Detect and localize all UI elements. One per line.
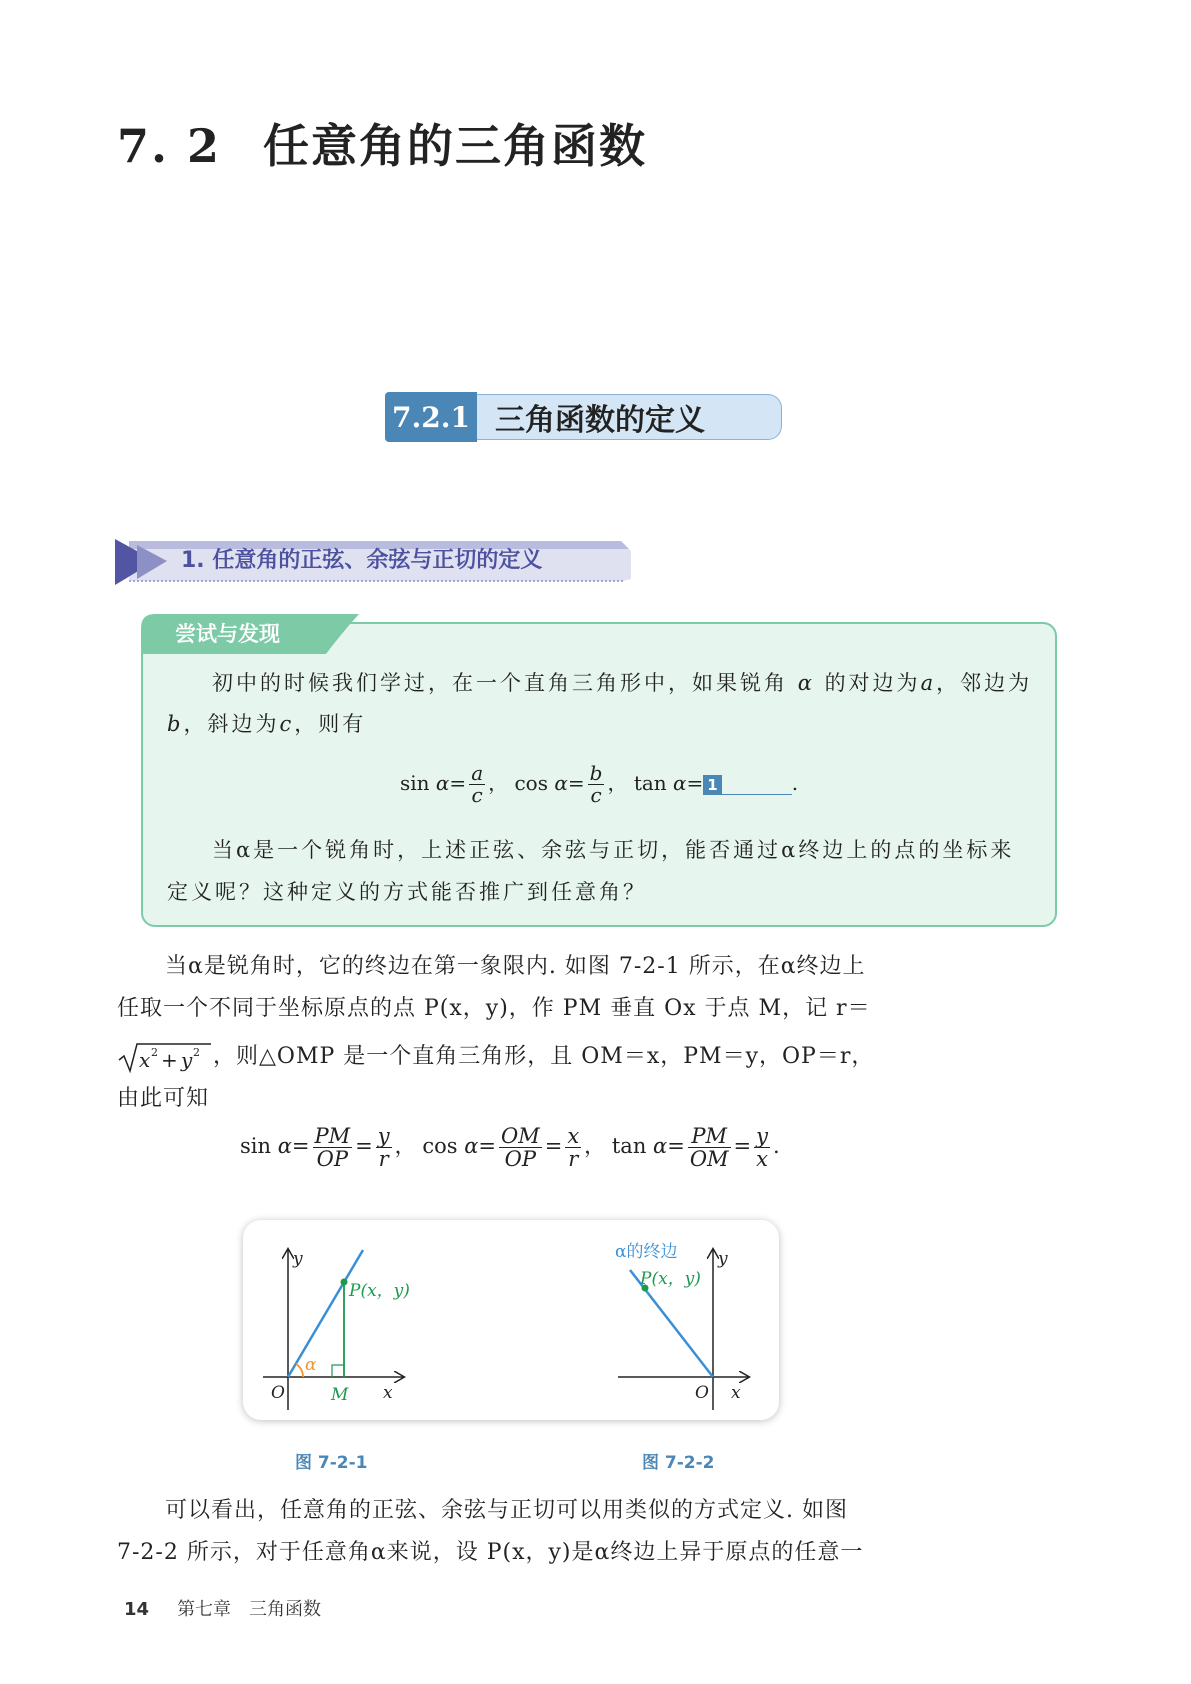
try-discover-tab <box>141 614 359 654</box>
section-header <box>385 392 788 442</box>
footer-chapter: 第七章 三角函数 <box>177 1599 322 1620</box>
blank-answer-line[interactable] <box>722 774 792 795</box>
formula-acute-definitions: sin α= $\frac{a}{c}$ ， cos α= $\frac{b}{c}$ ， tan α= 1 . <box>400 761 799 807</box>
right-angle-mark <box>332 1365 344 1377</box>
body-line-4: 由此可知 <box>117 1086 210 1111</box>
try-discover-label: 尝试与发现 <box>175 622 280 646</box>
label-m: M <box>331 1385 349 1405</box>
body-line-6: 7-2-2 所示，对于任意角α来说，设 P(x，y)是α终边上异于原点的任意一 <box>117 1540 864 1565</box>
svg-text:x: x <box>139 1048 152 1072</box>
try-para1-line1: 初中的时候我们学过，在一个直角三角形中，如果锐角 α 的对边为a，邻边为 <box>212 671 1033 695</box>
label-x: x <box>383 1383 393 1403</box>
subsection-title: 1. 任意角的正弦、余弦与正切的定义 <box>181 548 543 573</box>
label-alpha: α <box>305 1355 317 1375</box>
chapter-number: 7. 2 <box>117 119 222 173</box>
blank-number: 1 <box>703 775 721 795</box>
point-p <box>341 1279 348 1286</box>
label-x: x <box>731 1383 741 1403</box>
try-para1-line2: b，斜边为c，则有 <box>167 712 367 736</box>
figure-7-2-1 <box>263 1249 410 1410</box>
svg-text:+: + <box>161 1048 179 1072</box>
angle-arc <box>296 1364 303 1377</box>
caption-fig-7-2-2: 图 7-2-2 <box>642 1453 715 1473</box>
try-para2-line2: 定义呢？这种定义的方式能否推广到任意角？ <box>167 880 647 904</box>
figure-7-2-2 <box>615 1242 748 1410</box>
sqrt-expression <box>117 1040 213 1074</box>
body-line-5: 可以看出，任意角的正弦、余弦与正切可以用类似的方式定义. 如图 <box>165 1498 848 1523</box>
formula-coordinate-definitions: sin α= $\frac{PM}{OP}$ = $\frac{y}{r}$ ， cos α= $\frac{OM}{OP}$ = $\frac{x}{r}$ ， tan α= $\frac{PM}{OM}$ = $\frac{y}{x}$ . <box>240 1124 780 1172</box>
page-footer <box>124 1595 321 1621</box>
svg-text:2: 2 <box>151 1046 159 1059</box>
figure-drawings <box>243 1220 779 1420</box>
label-terminal-side: α的终边 <box>615 1242 678 1262</box>
label-p: P(x，y) <box>640 1269 701 1289</box>
label-y: y <box>293 1249 303 1269</box>
label-y: y <box>718 1249 728 1269</box>
try-para2-line1: 当α是一个锐角时，上述正弦、余弦与正切，能否通过α终边上的点的坐标来 <box>212 838 1015 862</box>
page-number: 14 <box>124 1599 150 1620</box>
svg-text:y: y <box>181 1048 194 1072</box>
label-o: O <box>695 1383 709 1403</box>
figure-panel <box>243 1220 779 1420</box>
subsection-banner <box>115 535 635 587</box>
label-o: O <box>271 1383 285 1403</box>
terminal-side <box>288 1250 363 1377</box>
chapter-title-text: 任意角的三角函数 <box>263 119 648 173</box>
body-line-2: 任取一个不同于坐标原点的点 P(x，y)，作 PM 垂直 Ox 于点 M，记 r＝ <box>117 996 871 1021</box>
caption-fig-7-2-1: 图 7-2-1 <box>295 1453 368 1473</box>
section-title: 三角函数的定义 <box>477 394 782 440</box>
label-p: P(x，y) <box>349 1281 410 1301</box>
section-number: 7.2.1 <box>385 392 477 442</box>
body-line-3: x 2 + y 2 ，则△OMP 是一个直角三角形，且 OM＝x，PM＝y，OP＝r， <box>117 1036 874 1078</box>
body-line-1: 当α是锐角时，它的终边在第一象限内. 如图 7-2-1 所示，在α终边上 <box>165 954 866 979</box>
svg-text:2: 2 <box>193 1046 201 1059</box>
chapter-title <box>117 110 647 176</box>
